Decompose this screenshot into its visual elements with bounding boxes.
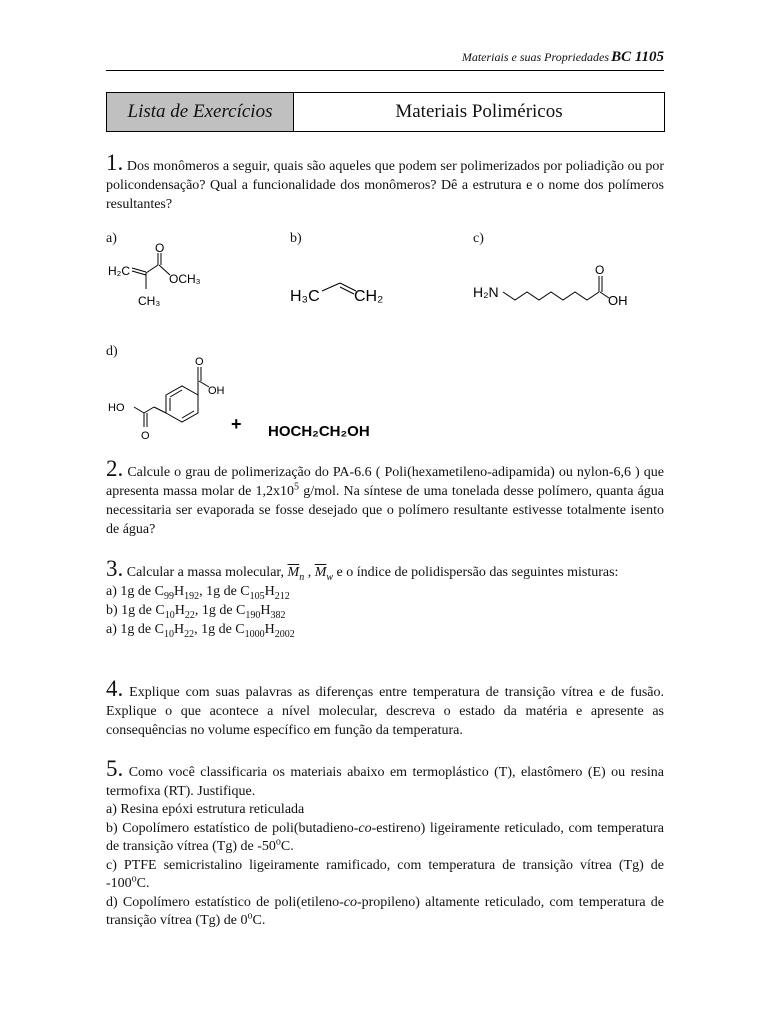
mn-sub: n — [299, 571, 305, 583]
title-right: Materiais Poliméricos — [395, 101, 563, 122]
question-text: Dos monômeros a seguir, quais são aqueles que podem ser polimerizados por poliadição ou por policondensação? Qual a funcionalidade dos monômeros? Dê a estrutura e o nome dos polímeros resultantes? — [106, 159, 665, 212]
mol-a-och3: OCH₃ — [169, 272, 201, 286]
item-a: a) Resina epóxi estrutura reticulada — [106, 802, 305, 817]
molecule-a — [106, 243, 216, 313]
mol-c-h2n: H₂N — [473, 284, 499, 300]
question-number: 1. — [106, 150, 124, 175]
mw-sub: w — [326, 571, 334, 583]
mol-b-h3c: H₃C — [290, 288, 320, 305]
mixture-c: a) 1g de $C_{10}H_{22}$, 1g de $C_{1000}H_{2002}$ — [106, 622, 295, 640]
molecule-b — [290, 275, 410, 315]
question-number: 3. — [106, 556, 124, 581]
course-name: Materiais e suas Propriedades — [461, 50, 610, 64]
mol-d-ho: HO — [108, 402, 125, 414]
question-text-part1: Calcular a massa molecular, — [126, 565, 288, 580]
question-number: 5. — [106, 756, 124, 781]
question-3 — [106, 556, 664, 640]
item-c: c) PTFE semicristalino ligeiramente ramificado, com temperatura de transição vítrea (Tg) de -100$^o$C. — [106, 857, 664, 891]
question-5 — [106, 756, 665, 931]
label-a: a) — [106, 231, 117, 246]
page-header — [106, 48, 664, 71]
course-code: BC 1105 — [611, 49, 664, 65]
mol-b-ch2: CH₂ — [354, 288, 384, 305]
exponent: 5 — [294, 481, 300, 493]
title-box — [106, 92, 665, 132]
item-b: b) Copolímero estatístico de poli(butadieno-co-estireno) ligeiramente reticulado, com temperatura de transição vítrea (Tg) de -50$^o$C. — [106, 820, 664, 854]
label-b: b) — [290, 231, 302, 246]
mn-symbol: $\overline{M}$ — [287, 565, 300, 580]
mol-d-glycol: HOCH₂CH₂OH — [268, 423, 370, 440]
title-left: Lista de Exercícios — [107, 93, 294, 131]
item-d: d) Copolímero estatístico de poli(etileno-co-propileno) altamente reticulado, com temperatura de transição vítrea (Tg) de 0$^o$C. — [106, 894, 664, 928]
question-number: 2. — [106, 456, 124, 481]
separator: , — [304, 565, 315, 580]
label-d: d) — [106, 344, 118, 359]
question-number: 4. — [106, 676, 124, 701]
question-text: Explique com suas palavras as diferenças entre temperatura de transição vítrea e de fusão. Explique o que acontece a nível molecular, descreva o estado da matéria e apresente as consequências no volume específico em função da temperatura. — [106, 685, 664, 738]
mol-c-oh: OH — [608, 293, 628, 308]
question-text-part1: Calcule o grau de polimerização do PA-6.6 ( Poli(hexametileno-adipamida) ou nylon-6,6 ) que apresenta massa molar de 1,2x10 — [106, 465, 665, 499]
question-4 — [106, 676, 664, 740]
question-2 — [106, 456, 665, 539]
question-1 — [106, 150, 665, 214]
plus-sign: + — [231, 414, 242, 434]
question-text: Como você classificaria os materiais abaixo em termoplástico (T), elastômero (E) ou resina termofixa (RT). Justifique. — [106, 765, 665, 799]
question-text-part2: g/mol. Na síntese de uma tonelada desse polímero, quanta água necessitaria ser evaporada se fosse desejado que o polímero resultante estivesse totalmente isento de água? — [106, 484, 664, 537]
molecule-d — [106, 355, 406, 445]
mixture-b: b) 1g de $C_{10}H_{22}$, 1g de $C_{190}H_{382}$ — [106, 603, 286, 621]
mol-c-o: O — [595, 263, 605, 277]
mixture-a: a) 1g de $C_{99}H_{192}$, 1g de $C_{105}H_{212}$ — [106, 584, 290, 602]
mol-d-oh: OH — [208, 385, 225, 397]
mol-a-o: O — [155, 241, 165, 255]
question-text-part2: e o índice de polidispersão das seguintes misturas: — [333, 565, 619, 580]
molecule-c — [473, 262, 673, 312]
mol-d-o2: O — [141, 430, 150, 442]
mol-d-o1: O — [195, 356, 204, 368]
label-c: c) — [473, 231, 484, 246]
mw-symbol: $\overline{M}$ — [314, 565, 327, 580]
mol-a-ch3: CH₃ — [138, 294, 161, 308]
mol-a-h2c: H₂C — [108, 264, 130, 278]
